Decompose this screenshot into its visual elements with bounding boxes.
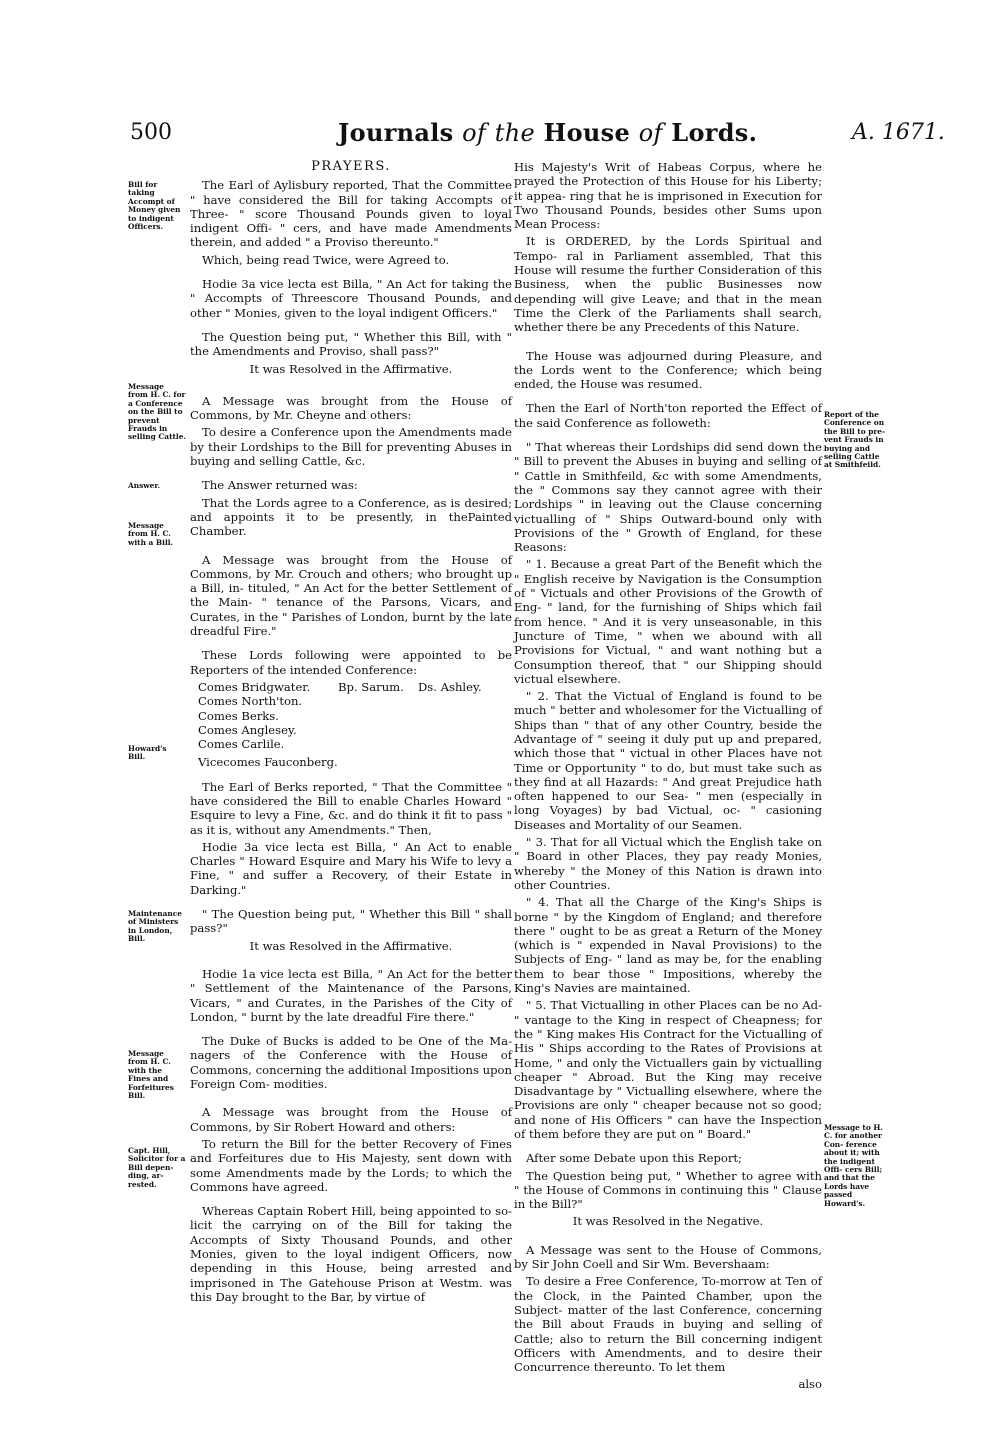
reporters-list [198, 680, 512, 770]
paragraph: The Question being put, " Whether to agree with " the House of Commons in continuing this " Clause in the Bill?" [514, 1168, 822, 1212]
prayers-heading: PRAYERS. [311, 159, 391, 174]
title-word: of [638, 119, 663, 147]
paragraph: Which, being read Twice, were Agreed to. [202, 252, 450, 267]
list-item [198, 680, 512, 694]
paragraph: A Message was sent to the House of Commons, by Sir John Coell and Sir Wm. Bevershaam: [514, 1242, 822, 1272]
paragraph: The Earl of Aylisbury reported, That the Committee " have considered the Bill for taking Accompts of Three- " score Thousand Pounds given to loyal indigent Offi- " cers, and have made Amendments therein, and added " a Proviso thereunto." [190, 178, 512, 250]
paragraph: Then the Earl of North'ton reported the Effect of the said Conference as followeth: [514, 401, 822, 430]
resolution: It was Resolved in the Affirmative. [249, 938, 453, 953]
margin-note-howards-bill: Howard's Bill. [128, 744, 167, 762]
paragraph: Hodie 3a vice lecta est Billa, " An Act to enable Charles " Howard Esquire and Mary his Wife to levy a Fine, " and suffer a Recovery, of their Estate in Darking." [190, 839, 512, 897]
title-word: of [462, 119, 487, 147]
paragraph: The Question being put, " Whether this Bill, with " the Amendments and Proviso, shall pass?" [190, 329, 512, 359]
paragraph: " 4. That all the Charge of the King's Ships is borne " by the Kingdom of England; and therefore there " ought to be as great a Return of the Money (which is " expended in Naval Provisions) to the Subjects of Eng- " land as may be, for the enabling them to bear those " Impositions, whereby the King's Navies are maintained. [514, 895, 822, 996]
title-word: Journals [338, 118, 454, 147]
margin-note-answer: Answer. [128, 481, 161, 490]
paragraph: A Message was brought from the House of Commons, by Mr. Crouch and others; who brought up a Bill, in- tituled, " An Act for the better Settlement of the Main- " tenance of the Parsons, Vicars, and Curates, in the " Parishes of London, burnt by the late dreadful Fire." [190, 552, 512, 639]
journal-year: A. 1671. [852, 120, 945, 145]
paragraph: To desire a Free Conference, To-morrow at Ten of the Clock, in the Painted Chamber, upon the Subject- matter of the last Conference, concerning the Bill about Frauds in buying and selling of Cattle; also to return the Bill concerning indigent Officers with Amendments, and to desire their Concurrence thereunto. To let them [514, 1274, 822, 1375]
paragraph: A Message was brought from the House of Commons, by Mr. Cheyne and others: [190, 393, 512, 423]
margin-note-indigent-officers: Bill for taking Accompt of Money given to indigent Officers. [128, 180, 181, 232]
reporter-name: Bp. Sarum. [338, 679, 404, 694]
paragraph: To return the Bill for the better Recovery of Fines and Forfeitures due to His Majesty, sent down with some Amendments made by the Lords; to which the Commons have agreed. [190, 1136, 512, 1194]
margin-note-message-to-hc: Message to H. C. for another Con- ference about it; with the indigent Offi- cers Bill; and that the Lords have passed Howard's. [824, 1123, 883, 1208]
paragraph: Whereas Captain Robert Hill, being appointed to so- licit the carrying on of the Bill for taking the Accompts of Sixty Thousand Pounds, and other Monies, given to the loyal indigent Officers, now depending in this House, being arrested and imprisoned in The Gatehouse Prison at Westm. was this Day brought to the Bar, by virtue of [190, 1204, 512, 1304]
paragraph: A Message was brought from the House of Commons, by Sir Robert Howard and others: [190, 1105, 512, 1134]
paragraph: His Majesty's Writ of Habeas Corpus, where he prayed the Protection of this House for his Liberty; it appea- ring that he is imprisoned in Execution for Two Thousand Pounds, besides other Sums upon Mean Process: [514, 160, 822, 232]
paragraph: The Earl of Berks reported, " That the Committee " have considered the Bill to enable Charles Howard " Esquire to levy a Fine, &c. and do think it fit to pass " as it is, without any Amendments." Then, [190, 779, 512, 837]
resolution: It was Resolved in the Negative. [572, 1214, 764, 1229]
paragraph: The House was adjourned during Pleasure, and the Lords went to the Conference; which being ended, the House was resumed. [514, 348, 822, 392]
resolution: It was Resolved in the Affirmative. [249, 361, 453, 376]
reporter-name: Comes Bridgwater. [198, 679, 311, 694]
paragraph: The Answer returned was: [202, 478, 358, 493]
paragraph: " 2. That the Victual of England is found to be much " better and wholesomer for the Victualling of Ships than " that of any other Country, beside the Advantage of " seeing it duly put up and prepared, which those that " victual in other Places have not Time or Opportunity " to do, but must take such as they find at all Hazards: " And great Prejudice hath often happened to our Sea- " men (especially in long Voyages) by bad Victual, oc- " casioning Diseases and Mortality of our Seamen. [514, 689, 822, 832]
paragraph: " That whereas their Lordships did send down the " Bill to prevent the Abuses in buying and selling of " Cattle in Smithfeild, &c with some Amendments, the " Commons say they cannot agree with their Lordships " in leaving out the Clause concerning victualling of " Ships Outward-bound only with Provisions of the " Growth of England, for these Reasons: [514, 440, 822, 555]
paragraph: " 3. That for all Victual which the English take on " Board in other Places, they pay ready Monies, whereby " the Money of this Nation is drawn into other Countries. [514, 835, 822, 892]
page-number: 500 [130, 120, 172, 145]
paragraph: It is ORDERED, by the Lords Spiritual and Tempo- ral in Parliament assembled, That this House will resume the further Consideration of this Business, when the public Businesses now depending will give Leave; and that in the mean Time the Clerk of the Parliaments shall search, whether there be any Precedents of this Nature. [514, 234, 822, 335]
margin-note-message-bill: Message from H. C. with a Bill. [128, 521, 174, 547]
reporter-name: Ds. Ashley. [418, 679, 482, 694]
list-item: Comes North'ton. [198, 694, 303, 709]
list-item: Comes Carlile. [198, 737, 285, 752]
left-column [190, 160, 512, 1307]
paragraph: " The Question being put, " Whether this Bill " shall pass?" [190, 907, 512, 936]
paragraph: " 5. That Victualling in other Places can be no Ad- " vantage to the King in respect of Cheapness; for the " King makes His Contract for the Victualling of His " Ships according to the Rates of Provisions at Home, " and only the Victuallers gain by victualling cheaper " Abroad. But the King may receive Disadvantage by " Victualling elsewhere, where the Provisions are only " cheaper because not so good; and none of His Officers " can have the Inspection of them before they are put on " Board." [514, 998, 822, 1141]
margin-note-capt-hill: Capt. Hill, Solicitor for a Bill depen- ding, ar- rested. [128, 1146, 186, 1189]
journal-title [338, 118, 757, 147]
paragraph: After some Debate upon this Report; [526, 1151, 742, 1166]
list-item: Vicecomes Fauconberg. [198, 755, 338, 770]
paragraph: Hodie 1a vice lecta est Billa, " An Act for the better " Settlement of the Maintenance of the Parsons, Vicars, " and Curates, in the Parishes of the City of London, " burnt by the late dreadful Fire there." [190, 966, 512, 1024]
margin-note-conference-cattle: Message from H. C. for a Conference on the Bill to prevent Frauds in selling Cattle. [128, 382, 186, 442]
margin-note-maintenance: Maintenance of Ministers in London, Bill. [128, 909, 183, 944]
list-item: Comes Anglesey. [198, 722, 297, 737]
paragraph: The Duke of Bucks is added to be One of the Ma- nagers of the Conference with the House of Commons, concerning the additional Impositions upon Foreign Com- modities. [190, 1034, 512, 1092]
page-header [130, 118, 945, 158]
margin-note-report-conference: Report of the Conference on the Bill to pre- vent Frauds in buying and selling Cattle at Smithfeild. [824, 410, 886, 470]
margin-note-fines-forfeitures: Message from H. C. with the Fines and Forfeitures Bill. [128, 1049, 174, 1101]
catchword: also [798, 1377, 822, 1392]
paragraph: That the Lords agree to a Conference, as is desired; and appoints it to be presently, in thePainted Chamber. [190, 495, 512, 539]
paragraph: To desire a Conference upon the Amendments made by their Lordships to the Bill for preventing Abuses in buying and selling Cattle, &c. [190, 425, 512, 469]
list-item: Comes Berks. [198, 708, 279, 723]
paragraph: " 1. Because a great Part of the Benefit which the " English receive by Navigation is the Consumption of " Victuals and other Provisions of the Growth of Eng- " land, for the furnishing of Ships which fail from hence. " And it is very unseasonable, in this Juncture of Time, " when we abound with all Provisions for Victual, " and want nothing but a Consumption thereof, that " our Shipping should victual elsewhere. [514, 557, 822, 686]
title-word: the [494, 119, 535, 147]
paragraph: Hodie 3a vice lecta est Billa, " An Act for taking the " Accompts of Threescore Thousand Pounds, and other " Monies, given to the loyal indigent Officers." [190, 277, 512, 320]
title-word: Lords. [671, 118, 758, 147]
title-word: House [543, 118, 631, 147]
right-column [514, 160, 822, 1395]
paragraph: These Lords following were appointed to be Reporters of the intended Conference: [190, 648, 512, 677]
